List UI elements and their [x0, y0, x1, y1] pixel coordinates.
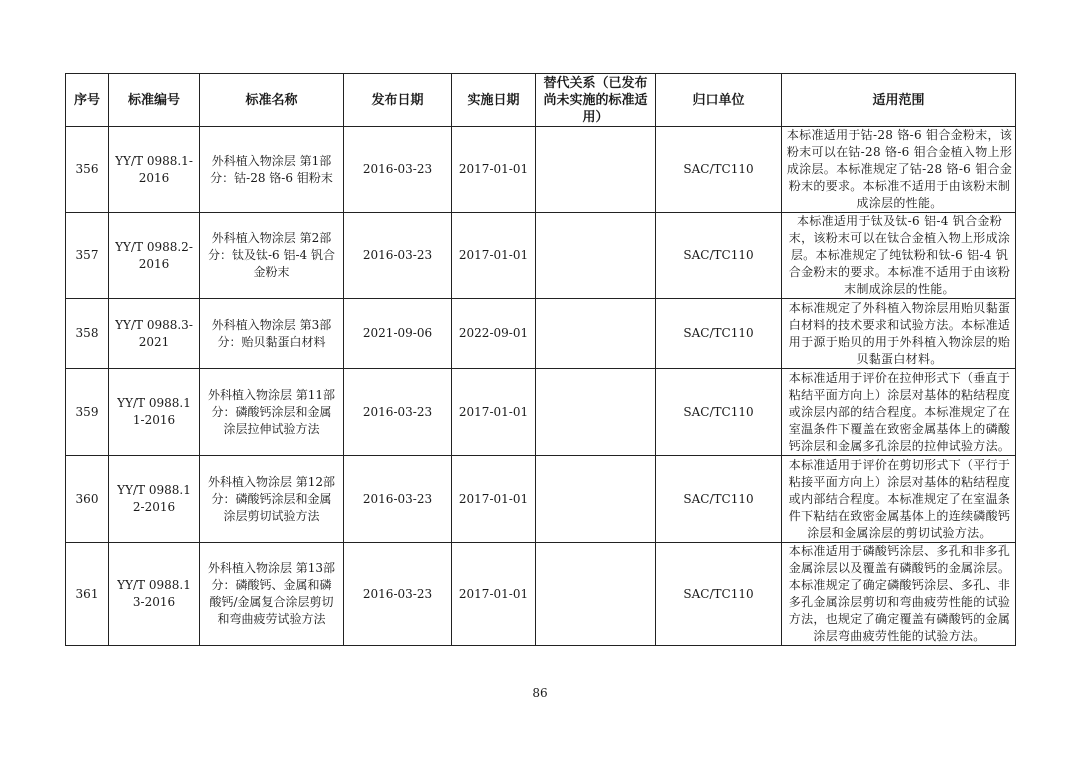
cell-scope: 本标准适用于钛及钛-6 铝-4 钒合金粉末，该粉末可以在钛合金植入物上形成涂层。本标准规定了纯钛粉和钛-6 铝-4 钒合金粉末的要求。本标准不适用于由该粉末制成涂层的性能。 [782, 213, 1016, 299]
table-row [66, 456, 1016, 543]
cell-standard-name: 外科植入物涂层 第2部分：钛及钛-6 铝-4 钒合金粉末 [200, 213, 344, 299]
header-scope: 适用范围 [782, 74, 1016, 127]
cell-standard-code: YY/T 0988.3-2021 [109, 299, 200, 369]
cell-responsible-unit: SAC/TC110 [656, 543, 782, 646]
cell-serial-number: 356 [66, 127, 109, 213]
cell-serial-number: 357 [66, 213, 109, 299]
cell-standard-code: YY/T 0988.11-2016 [109, 369, 200, 456]
cell-implement-date: 2017-01-01 [452, 369, 536, 456]
cell-standard-code: YY/T 0988.12-2016 [109, 456, 200, 543]
table-row [66, 213, 1016, 299]
cell-scope: 本标准适用于评价在剪切形式下（平行于粘接平面方向上）涂层对基体的粘结程度或内部结合程度。本标准规定了在室温条件下粘结在致密金属基体上的连续磷酸钙涂层和金属涂层的剪切试验方法。 [782, 456, 1016, 543]
cell-scope: 本标准适用于评价在拉伸形式下（垂直于粘结平面方向上）涂层对基体的粘结程度或涂层内部的结合程度。本标准规定了在室温条件下覆盖在致密金属基体上的磷酸钙涂层和金属多孔涂层的拉伸试验方法。 [782, 369, 1016, 456]
cell-scope: 本标准适用于磷酸钙涂层、多孔和非多孔金属涂层以及覆盖有磷酸钙的金属涂层。本标准规定了确定磷酸钙涂层、多孔、非多孔金属涂层剪切和弯曲疲劳性能的试验方法，也规定了确定覆盖有磷酸钙的金属涂层弯曲疲劳性能的试验方法。 [782, 543, 1016, 646]
table-row [66, 127, 1016, 213]
page-number: 86 [532, 686, 548, 700]
cell-implement-date: 2022-09-01 [452, 299, 536, 369]
table-row [66, 299, 1016, 369]
cell-standard-name: 外科植入物涂层 第13部分：磷酸钙、金属和磷酸钙/金属复合涂层剪切和弯曲疲劳试验方法 [200, 543, 344, 646]
cell-standard-code: YY/T 0988.1-2016 [109, 127, 200, 213]
header-standard-code: 标准编号 [109, 74, 200, 127]
standards-table [65, 73, 1016, 646]
cell-implement-date: 2017-01-01 [452, 213, 536, 299]
cell-responsible-unit: SAC/TC110 [656, 127, 782, 213]
cell-replacement [536, 543, 656, 646]
cell-replacement [536, 369, 656, 456]
table-header-row [66, 74, 1016, 127]
cell-scope: 本标准适用于钴-28 铬-6 钼合金粉末，该粉末可以在钴-28 铬-6 钼合金植入物上形成涂层。本标准规定了钴-28 铬-6 钼合金粉末的要求。本标准不适用于由该粉末制成涂层的性能。 [782, 127, 1016, 213]
header-publish-date: 发布日期 [344, 74, 452, 127]
cell-standard-name: 外科植入物涂层 第12部分：磷酸钙涂层和金属涂层剪切试验方法 [200, 456, 344, 543]
cell-implement-date: 2017-01-01 [452, 543, 536, 646]
cell-standard-name: 外科植入物涂层 第1部分：钴-28 铬-6 钼粉末 [200, 127, 344, 213]
cell-scope: 本标准规定了外科植入物涂层用贻贝黏蛋白材料的技术要求和试验方法。本标准适用于源于贻贝的用于外科植入物涂层的贻贝黏蛋白材料。 [782, 299, 1016, 369]
cell-publish-date: 2016-03-23 [344, 456, 452, 543]
cell-responsible-unit: SAC/TC110 [656, 369, 782, 456]
cell-publish-date: 2016-03-23 [344, 369, 452, 456]
cell-responsible-unit: SAC/TC110 [656, 299, 782, 369]
header-implement-date: 实施日期 [452, 74, 536, 127]
cell-publish-date: 2021-09-06 [344, 299, 452, 369]
table-row [66, 369, 1016, 456]
cell-replacement [536, 299, 656, 369]
cell-implement-date: 2017-01-01 [452, 127, 536, 213]
header-serial-number: 序号 [66, 74, 109, 127]
cell-responsible-unit: SAC/TC110 [656, 213, 782, 299]
cell-replacement [536, 456, 656, 543]
header-standard-name: 标准名称 [200, 74, 344, 127]
header-responsible-unit: 归口单位 [656, 74, 782, 127]
cell-serial-number: 361 [66, 543, 109, 646]
cell-serial-number: 358 [66, 299, 109, 369]
cell-publish-date: 2016-03-23 [344, 543, 452, 646]
cell-standard-name: 外科植入物涂层 第3部分：贻贝黏蛋白材料 [200, 299, 344, 369]
cell-publish-date: 2016-03-23 [344, 213, 452, 299]
cell-serial-number: 359 [66, 369, 109, 456]
cell-responsible-unit: SAC/TC110 [656, 456, 782, 543]
cell-standard-code: YY/T 0988.2-2016 [109, 213, 200, 299]
cell-replacement [536, 127, 656, 213]
cell-standard-name: 外科植入物涂层 第11部分：磷酸钙涂层和金属涂层拉伸试验方法 [200, 369, 344, 456]
cell-replacement [536, 213, 656, 299]
cell-implement-date: 2017-01-01 [452, 456, 536, 543]
cell-publish-date: 2016-03-23 [344, 127, 452, 213]
cell-standard-code: YY/T 0988.13-2016 [109, 543, 200, 646]
header-replacement: 替代关系（已发布尚未实施的标准适用） [536, 74, 656, 127]
table-row [66, 543, 1016, 646]
cell-serial-number: 360 [66, 456, 109, 543]
